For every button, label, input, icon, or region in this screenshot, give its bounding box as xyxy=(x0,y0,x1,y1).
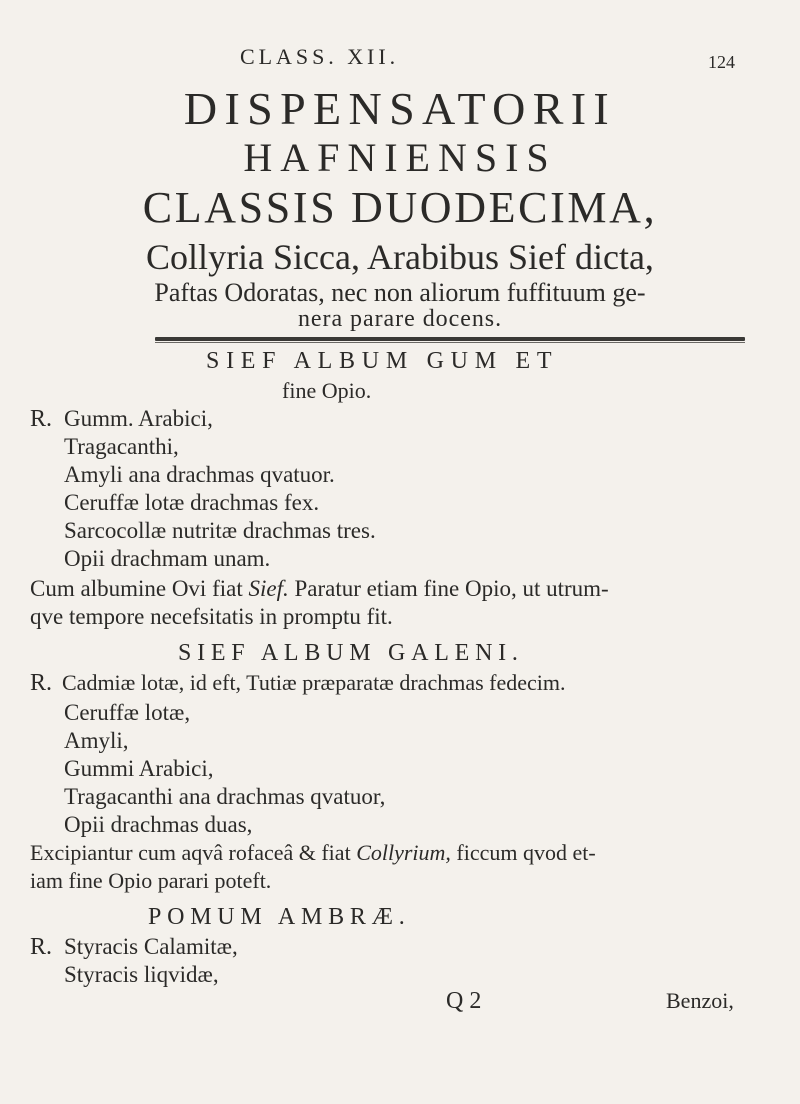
recipe2-line: Amyli, xyxy=(64,728,129,753)
title-pastas-line: Paftas Odoratas, nec non aliorum fuffituum ge- xyxy=(154,278,646,307)
recipe2-note-line xyxy=(30,840,596,866)
catchword: Benzoi, xyxy=(666,988,734,1013)
recipe2-line: Ceruffæ lotæ, xyxy=(64,700,191,725)
note-italic: Collyrium, xyxy=(356,840,451,865)
recipe1-note-line: qve tempore necefsitatis in promptu fit. xyxy=(30,604,393,629)
recipe2-line: Opii drachmas duas, xyxy=(64,812,253,837)
recipe3-r-mark: R. xyxy=(30,934,53,960)
title-classis-duodecima: CLASSIS DUODECIMA, xyxy=(142,183,658,232)
title-hafniensis: HAFNIENSIS xyxy=(243,135,557,180)
title-collyria: Collyria Sicca, Arabibus Sief dicta, xyxy=(146,237,654,277)
page-number: 124 xyxy=(708,52,735,72)
recipe1-r-mark: R. xyxy=(30,406,53,432)
recipe1-line: Gumm. Arabici, xyxy=(64,406,213,431)
note-text: Excipiantur cum aqvâ rofaceâ & fiat xyxy=(30,840,357,865)
recipe1-heading: SIEF ALBUM GUM ET xyxy=(206,348,559,374)
note-text: ficcum qvod et- xyxy=(450,840,596,865)
recipe1-line: Tragacanthi, xyxy=(64,434,179,459)
title-nera-line: nera parare docens. xyxy=(297,306,503,332)
recipe2-note-line: iam fine Opio parari poteft. xyxy=(30,868,272,893)
recipe1-line: Sarcocollæ nutritæ drachmas tres. xyxy=(64,518,376,543)
recipe2-heading: SIEF ALBUM GALENI. xyxy=(178,640,524,666)
signature-mark: Q 2 xyxy=(446,988,482,1014)
recipe1-note-line xyxy=(30,576,609,602)
recipe3-line: Styracis Calamitæ, xyxy=(64,934,238,959)
note-text: Paratur etiam fine Opio, ut utrum- xyxy=(288,576,609,601)
recipe3-line: Styracis liqvidæ, xyxy=(64,962,219,987)
recipe1-line: Amyli ana drachmas qvatuor. xyxy=(64,462,335,487)
recipe3-heading: POMUM AMBRÆ. xyxy=(148,904,411,930)
recipe2-line: Cadmiæ lotæ, id eft, Tutiæ præparatæ drachmas fedecim. xyxy=(62,670,566,695)
recipe1-line: Ceruffæ lotæ drachmas fex. xyxy=(64,490,320,515)
recipe2-line: Tragacanthi ana drachmas qvatuor, xyxy=(64,784,386,809)
note-italic: Sief. xyxy=(248,576,289,601)
running-head-class: CLASS. XII. xyxy=(240,44,400,69)
recipe2-r-mark: R. xyxy=(30,670,53,696)
recipe1-line: Opii drachmam unam. xyxy=(64,546,271,571)
divider-rule xyxy=(155,337,745,341)
title-dispensatorii: DISPENSATORII xyxy=(183,83,617,134)
recipe1-subheading: fine Opio. xyxy=(282,378,372,403)
recipe2-line: Gummi Arabici, xyxy=(64,756,214,781)
note-text: Cum albumine Ovi fiat xyxy=(30,576,249,601)
divider-rule-thin xyxy=(155,342,745,343)
